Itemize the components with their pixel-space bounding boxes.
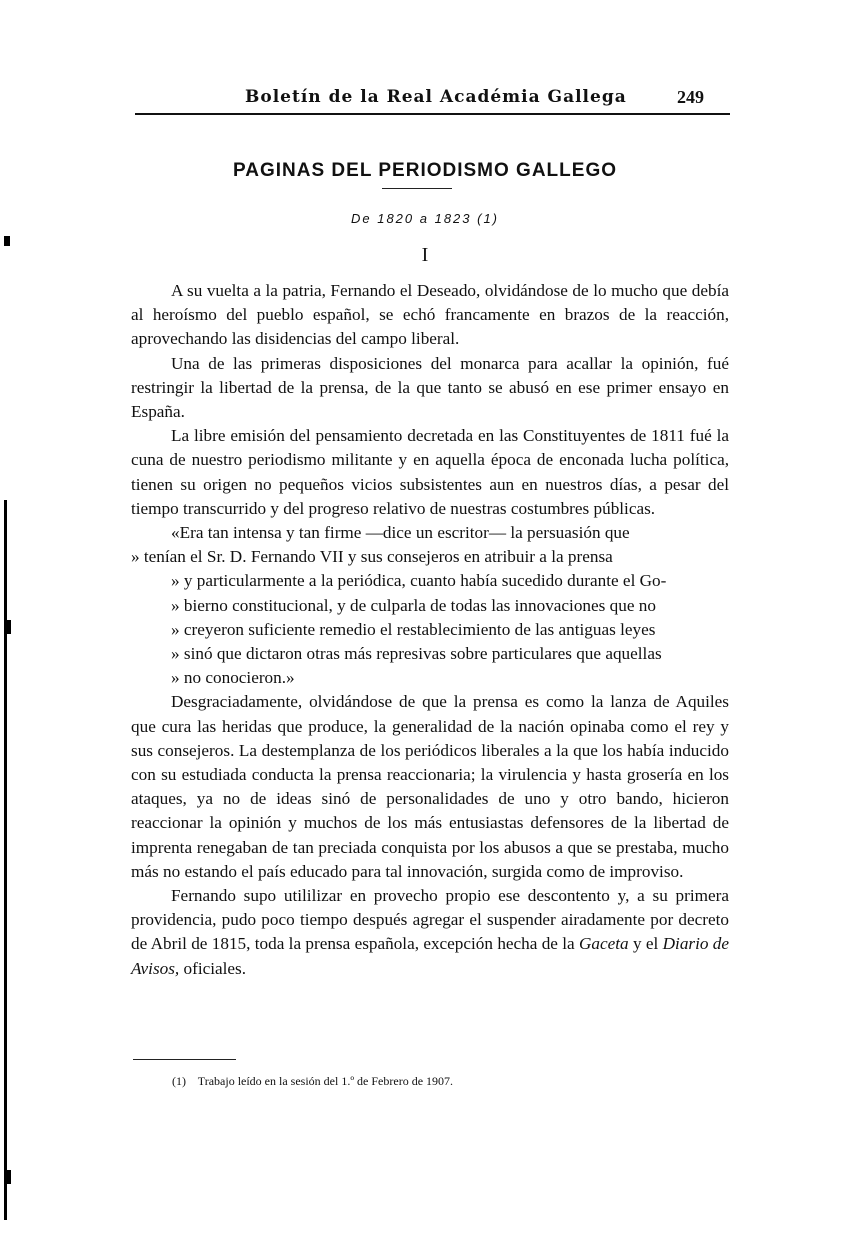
page-header — [135, 85, 730, 115]
quote-line: » y particularmente a la periódica, cuanto había sucedido durante el Go- — [171, 571, 667, 591]
footnote-text: Trabajo leído en la sesión del 1.º de Febrero de 1907. — [197, 1074, 454, 1088]
section-subtitle: De 1820 a 1823 (1) — [350, 211, 500, 226]
footnote-marker: (1) — [172, 1074, 186, 1088]
gaceta-title: Gaceta — [579, 934, 629, 954]
quote-line: » creyeron suficiente remedio el restablecimiento de las antiguas leyes — [171, 619, 656, 639]
scan-edge-mark — [6, 620, 11, 634]
quotation — [131, 521, 729, 690]
paragraph — [131, 884, 729, 981]
paragraph-text: y el — [628, 934, 663, 954]
paragraph: La libre emisión del pensamiento decretada en las Constituyentes de 1811 fué la cuna de nuestro periodismo militante y en aquella época de enconada lucha política, tienen su origen no pequeños vicios subsistentes aun en nuestros días, a pesar del tiempo transcurrido y del progreso relativo de nuestras costumbres públicas. — [131, 426, 729, 518]
paragraph-text: Fernando supo utililizar en provecho propio ese descontento y, a su primera providencia, pudo poco tiempo después agregar el suspender airadamente por decreto de Abril de 1815, toda la prensa española, excepción hecha de la — [131, 886, 729, 954]
body-text — [131, 279, 729, 981]
footnote-rule — [133, 1059, 236, 1060]
quote-line: » bierno constitucional, y de culparla de todas las innovaciones que no — [171, 595, 656, 615]
scan-edge-line — [4, 500, 7, 1220]
chapter-number: I — [421, 244, 429, 266]
running-title: Boletín de la Real Académia Gallega — [245, 87, 627, 107]
title-rule — [382, 188, 452, 189]
quote-line: » no conocieron.» — [171, 668, 295, 688]
quote-line: «Era tan intensa y tan firme —dice un escritor— la persuasión que — [171, 523, 630, 543]
paragraph: Una de las primeras disposiciones del monarca para acallar la opinión, fué restringir la libertad de la prensa, de la que tanto se abusó en ese primer ensayo en España. — [131, 353, 729, 422]
diario-title: Diario de Avisos, — [131, 934, 730, 978]
footnote — [172, 1074, 453, 1089]
paragraph: A su vuelta a la patria, Fernando el Deseado, olvidándose de lo mucho que debía al heroísmo del pueblo español, se echó francamente en brazos de la reacción, aprovechando las disidencias del campo liberal. — [131, 281, 729, 349]
quote-line: » sinó que dictaron otras más represivas sobre particulares que aquellas — [171, 644, 662, 664]
paragraph-text: oficiales. — [179, 958, 247, 978]
section-title: PAGINAS DEL PERIODISMO GALLEGO — [233, 160, 617, 181]
page-number: 249 — [677, 87, 704, 107]
quote-line: » tenían el Sr. D. Fernando VII y sus consejeros en atribuir a la prensa — [131, 547, 613, 567]
scan-edge-mark — [6, 1170, 11, 1184]
paragraph: Desgraciadamente, olvidándose de que la prensa es como la lanza de Aquiles que cura las heridas que produce, la generalidad de la nación opinaba como el rey y sus consejeros. La destemplanza de los periódicos liberales a la que los había inducido con su estudiada conducta la prensa reaccionaria; la virulencia y hasta grosería en los ataques, ya no de ideas sinó de personalidades de uno y otro bando, hicieron reaccionar la opinión y muchos de los más entusiastas defensores de la libertad de imprenta renegaban de tan preciada conquista por los abusos a que se prestaba, mucho más no estando el país educado para tal innovación, surgida como de improviso. — [131, 692, 729, 881]
